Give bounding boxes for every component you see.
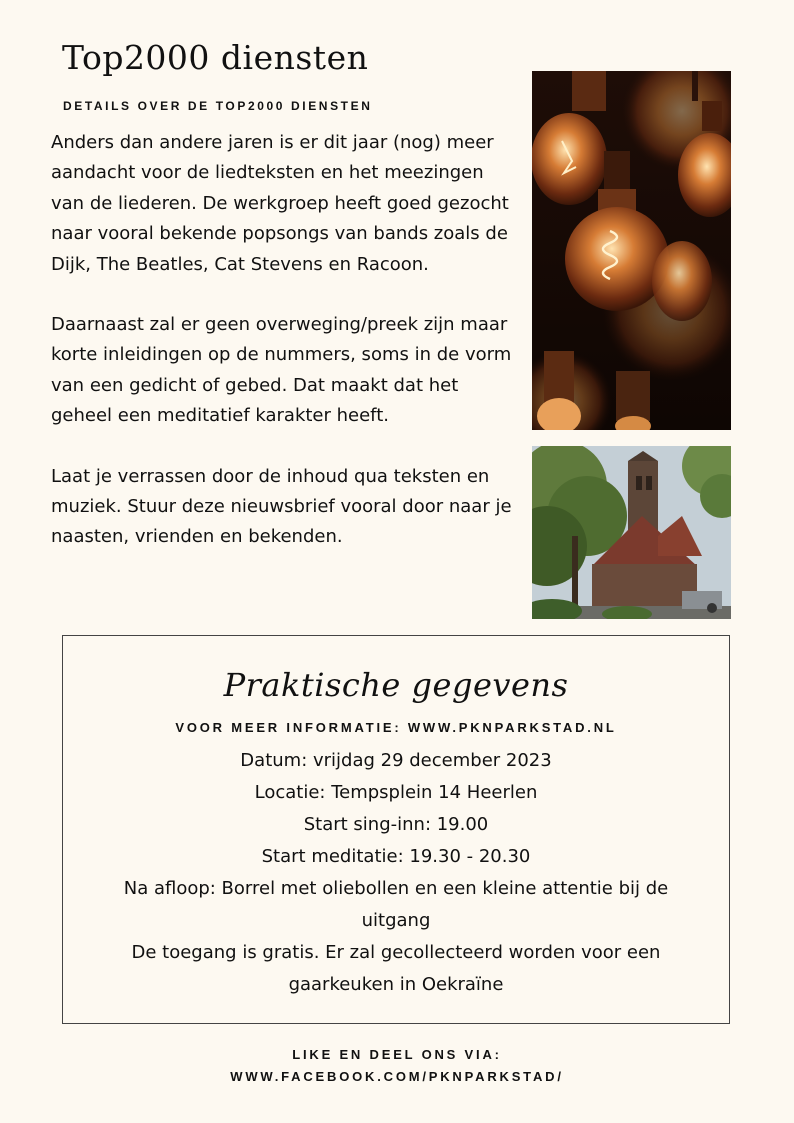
detail-meditation: Start meditatie: 19.30 - 20.30	[261, 846, 531, 867]
practical-details	[91, 745, 701, 1001]
church-photo	[532, 446, 731, 619]
light-bulbs-photo	[532, 71, 731, 430]
page-title: Top2000 diensten	[62, 38, 369, 77]
footer-line-1: LIKE EN DEEL ONS VIA:	[292, 1047, 502, 1062]
intro-text	[51, 128, 521, 583]
detail-location: Locatie: Tempsplein 14 Heerlen	[254, 782, 538, 803]
practical-info-box	[62, 635, 730, 1024]
detail-date: Datum: vrijdag 29 december 2023	[240, 750, 552, 771]
detail-afterwards: Na afloop: Borrel met oliebollen en een kleine attentie bij de uitgang	[123, 878, 669, 931]
intro-paragraph-3: Laat je verrassen door de inhoud qua teksten en muziek. Stuur deze nieuwsbrief vooral door naar je naasten, vrienden en bekenden.	[51, 465, 512, 548]
page-subtitle: DETAILS OVER DE TOP2000 DIENSTEN	[63, 99, 373, 113]
detail-entrance: De toegang is gratis. Er zal gecollecteerd worden voor een gaarkeuken in Oekraïne	[131, 942, 661, 995]
intro-paragraph-2: Daarnaast zal er geen overweging/preek zijn maar korte inleidingen op de nummers, soms in de vorm van een gedicht of gebed. Dat maakt dat het geheel een meditatief karakter heeft.	[51, 314, 512, 427]
practical-title: Praktische gegevens	[223, 666, 569, 704]
detail-sing-inn: Start sing-inn: 19.00	[303, 814, 489, 835]
intro-paragraph-1: Anders dan andere jaren is er dit jaar (nog) meer aandacht voor de liedteksten en het meezingen van de liederen. De werkgroep heeft goed gezocht naar vooral bekende popsongs van bands zoals de Dijk, The Beatles, Cat Stevens en Racoon.	[51, 132, 509, 275]
footer	[0, 1044, 794, 1088]
facebook-link: WWW.FACEBOOK.COM/PKNPARKSTAD/	[230, 1069, 564, 1084]
more-info-link: VOOR MEER INFORMATIE: WWW.PKNPARKSTAD.NL	[175, 720, 617, 735]
